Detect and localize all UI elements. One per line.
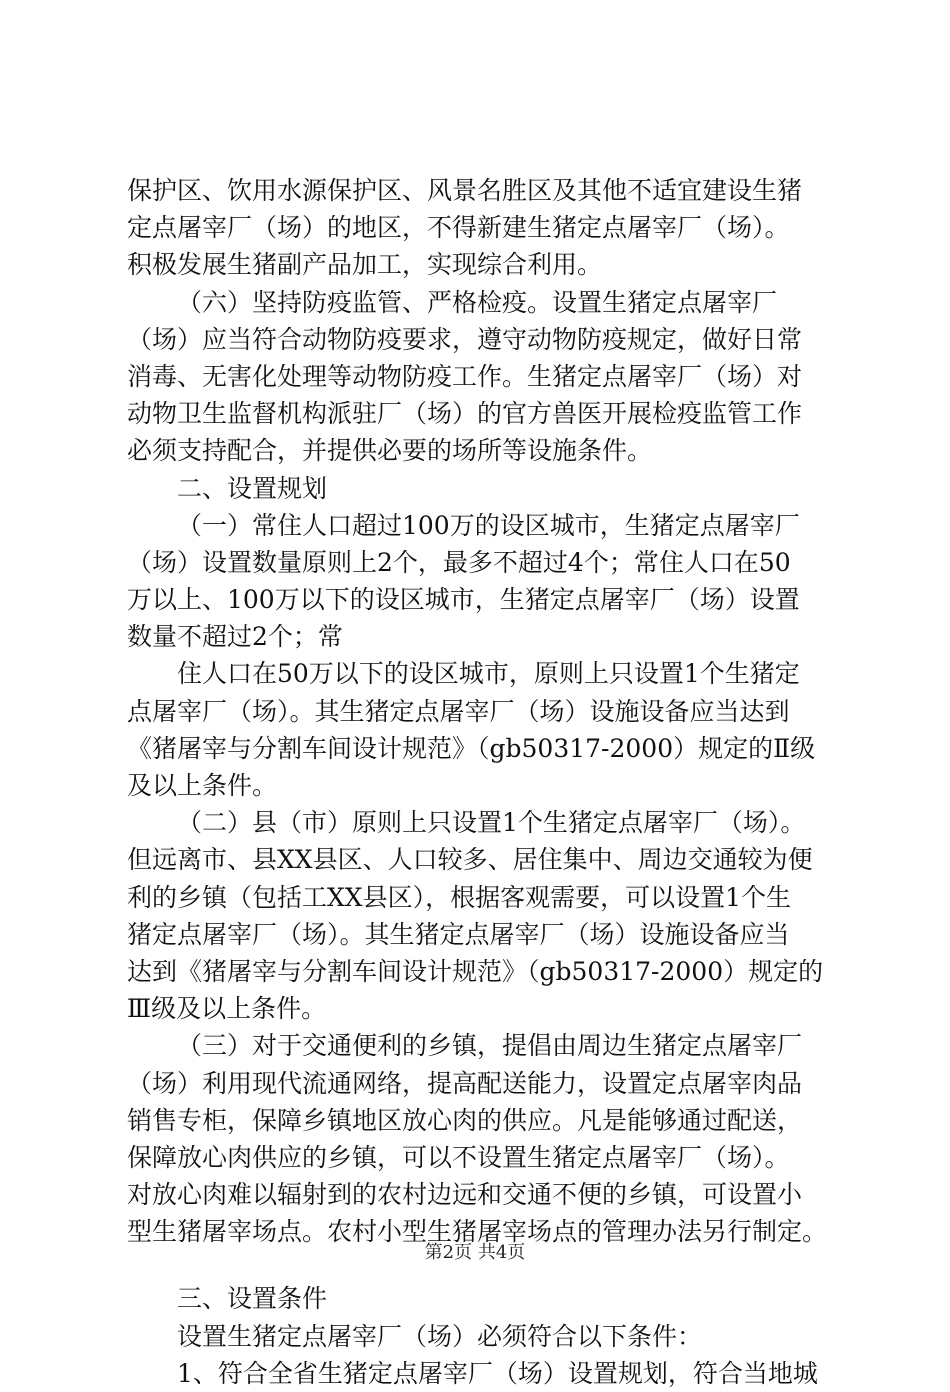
text-line: 住人口在50万以下的设区城市，原则上只设置1个生猪定 — [177, 659, 800, 689]
text-line: 利的乡镇（包括工XX县区），根据客观需要，可以设置1个生 — [127, 882, 792, 912]
text-line: 猪定点屠宰厂（场）。其生猪定点屠宰厂（场）设施设备应当 — [127, 919, 790, 949]
text-line: 积极发展生猪副产品加工，实现综合利用。 — [127, 250, 603, 280]
text-line: （一）常住人口超过100万的设区城市，生猪定点屠宰厂 — [177, 510, 800, 540]
text-line: （场）设置数量原则上2个，最多不超过4个；常住人口在50 — [127, 547, 791, 577]
text-line: Ⅲ级及以上条件。 — [127, 994, 327, 1024]
text-line: 《猪屠宰与分割车间设计规范》（gb50317-2000）规定的Ⅱ级 — [127, 733, 816, 763]
text-line: 动物卫生监督机构派驻厂（场）的官方兽医开展检疫监管工作 — [127, 399, 803, 429]
text-line: （六）坚持防疫监管、严格检疫。设置生猪定点屠宰厂 — [177, 287, 778, 317]
text-line: 销售专柜，保障乡镇地区放心肉的供应。凡是能够通过配送， — [127, 1105, 803, 1135]
text-line: 及以上条件。 — [127, 771, 278, 800]
text-line: （场）利用现代流通网络，提高配送能力，设置定点屠宰肉品 — [127, 1068, 803, 1098]
section-heading: 二、设置规划 — [177, 473, 328, 503]
text-line: 数量不超过2个；常 — [127, 622, 343, 652]
page-footer: 第2页 共4页 — [424, 1242, 526, 1263]
document-body — [127, 172, 847, 1392]
text-line: 必须支持配合，并提供必要的场所等设施条件。 — [127, 436, 653, 466]
text-line: 定点屠宰厂（场）的地区，不得新建生猪定点屠宰厂（场）。 — [127, 213, 790, 243]
text-line: 但远离市、县XX县区、人口较多、居住集中、周边交通较为便 — [127, 845, 813, 875]
text-line: 设置生猪定点屠宰厂（场）必须符合以下条件： — [177, 1321, 703, 1351]
section-heading: 三、设置条件 — [177, 1284, 328, 1314]
text-line: 消毒、无害化处理等动物防疫工作。生猪定点屠宰厂（场）对 — [127, 361, 803, 391]
text-line: （三）对于交通便利的乡镇，提倡由周边生猪定点屠宰厂 — [177, 1031, 803, 1061]
text-line: （场）应当符合动物防疫要求，遵守动物防疫规定，做好日常 — [127, 324, 803, 354]
text-line: 型生猪屠宰场点。农村小型生猪屠宰场点的管理办法另行制定。 — [127, 1217, 828, 1247]
text-line: 保障放心肉供应的乡镇，可以不设置生猪定点屠宰厂（场）。 — [127, 1142, 790, 1172]
text-line: （二）县（市）原则上只设置1个生猪定点屠宰厂（场）。 — [177, 808, 806, 838]
text-line: 达到《猪屠宰与分割车间设计规范》（gb50317-2000）规定的 — [127, 956, 824, 986]
text-line: 对放心肉难以辐射到的农村边远和交通不便的乡镇，可设置小 — [127, 1180, 803, 1210]
text-line: 万以上、100万以下的设区城市，生猪定点屠宰厂（场）设置 — [127, 585, 800, 615]
text-line: 保护区、饮用水源保护区、风景名胜区及其他不适宜建设生猪 — [127, 176, 803, 205]
text-line: 1、符合全省生猪定点屠宰厂（场）设置规划，符合当地城 — [177, 1358, 818, 1388]
text-line: 点屠宰厂（场）。其生猪定点屠宰厂（场）设施设备应当达到 — [127, 696, 790, 726]
